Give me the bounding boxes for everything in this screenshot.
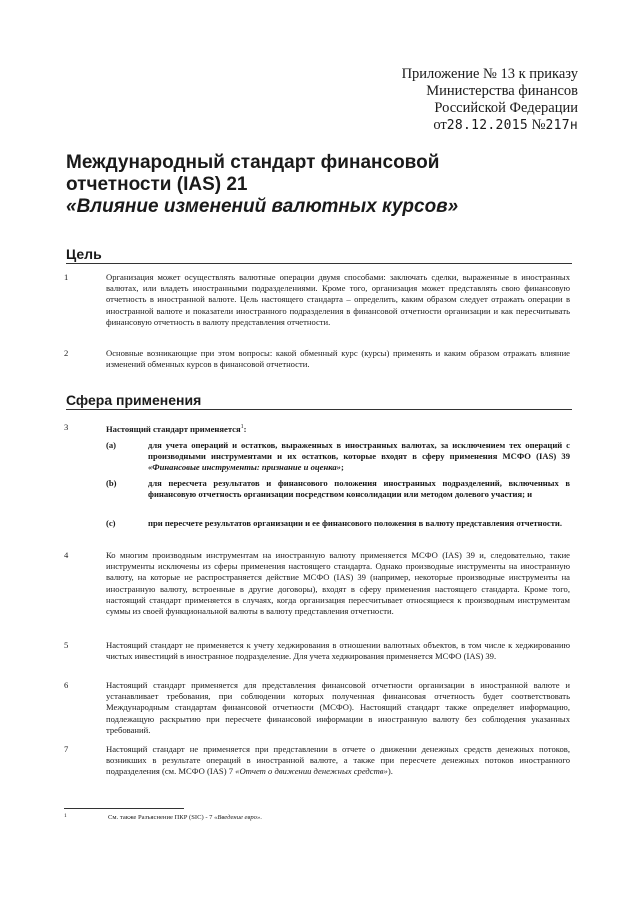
stamp-date: 28.12.2015	[446, 118, 529, 133]
paragraph-text	[106, 744, 570, 778]
sub-item-label: (c)	[106, 518, 116, 528]
paragraph-number: 2	[64, 348, 69, 358]
sub-item-b	[106, 478, 570, 500]
paragraph-6	[64, 680, 570, 736]
sub-item-a-end: ;	[340, 462, 344, 473]
stamp-line-2: Министерства финансов	[426, 83, 578, 99]
paragraph-text: Организация может осуществлять валютные операции двумя способами: заключать сделки, выраженные в иностранных валютах, или владеть иностранными подразделениями. Кроме того, организация может представлять свою финансовую отчетность в иностранной валюте. Цель настоящего стандарта – определить, каким образом следует отражать операции в иностранной валюте и показатели иностранного подразделения в финансовой отчетности организации и как пересчитывать финансовую отчетность в валюту представления отчетности.	[106, 272, 570, 327]
title-line-2: отчетности (IAS) 21	[66, 174, 248, 195]
paragraph-text: Настоящий стандарт применяется для представления финансовой отчетности организации в иностранной валюте и устанавливает требования, при соблюдении которых полученная финансовая отчетность будет соответствовать Международным стандартам финансовой отчетности (МСФО). Настоящий стандарт также определяет информацию, подлежащую раскрытию при пересчете финансовой информации в иностранную валюту без соблюдения указанных требований.	[106, 680, 570, 735]
footnote-ref: 1	[240, 424, 244, 430]
paragraph-text: Настоящий стандарт не применяется к учету хеджирования в отношении валютных объектов, в том числе к хеджированию чистых инвестиций в иностранное подразделение. Для учета хеджирования применяется МСФО (IAS) 39.	[106, 640, 570, 662]
footnote-text	[108, 814, 544, 822]
paragraph-3-colon: :	[243, 423, 247, 434]
paragraph-7-italic: «Отчет о движении денежных средств»	[235, 766, 388, 777]
title-line-1: Международный стандарт финансовой	[66, 152, 440, 173]
footnote-italic: «Введение евро»	[214, 814, 261, 821]
paragraph-4	[64, 550, 570, 617]
stamp-line-1: Приложение № 13 к приказу	[401, 66, 578, 82]
paragraph-3	[64, 422, 570, 435]
footnote	[64, 814, 544, 822]
paragraph-number: 4	[64, 550, 69, 560]
document-title	[66, 152, 586, 218]
section-heading-goal: Цель	[66, 246, 572, 264]
sub-item-a	[106, 440, 570, 474]
stamp-number: 217н	[545, 118, 578, 133]
stamp-date-line	[358, 117, 578, 134]
sub-item-a-italic: «Финансовые инструменты: признание и оценка»	[148, 462, 341, 473]
title-subtitle: «Влияние изменений валютных курсов»	[66, 196, 459, 217]
order-stamp	[358, 66, 578, 134]
sub-item-a-text: для учета операций и остатков, выраженных в иностранных валютах, за исключением тех операций с производными инструментами и их остатков, которые входят в сферу применения МСФО (IAS) 39	[148, 440, 570, 462]
paragraph-7	[64, 744, 570, 778]
paragraph-number: 6	[64, 680, 69, 690]
paragraph-text: Ко многим производным инструментам на иностранную валюту применяется МСФО (IAS) 39 и, следовательно, такие инструменты исключены из сферы применения настоящего стандарта. Однако производные инструменты на иностранную валюту, на которые не распространяется действие МСФО (IAS) 39 (например, некоторые производные инструменты на иностранную валюту, встроенные в другие договоры), входят в сферу применения настоящего стандарта. Кроме того, настоящий стандарт применяется в случаях, когда организация пересчитывает относящиеся к производным инструментам суммы из своей функциональной валюты в валюту представления отчетности.	[106, 550, 570, 617]
sub-item-label: (a)	[106, 440, 117, 450]
paragraph-7-end: ).	[387, 766, 393, 777]
sub-item-text: при пересчете результатов организации и ее финансового положения в валюту представления отчетности.	[148, 518, 563, 528]
stamp-line-3: Российской Федерации	[434, 100, 578, 116]
footnote-number: 1	[64, 813, 67, 819]
sub-item-text: для пересчета результатов и финансового положения иностранных подразделений, включенных в финансовую отчетность организации посредством консолидации или методом долевого участия; и	[148, 478, 570, 500]
sub-item-c	[106, 518, 570, 529]
paragraph-number: 5	[64, 640, 69, 650]
section-heading-scope: Сфера применения	[66, 392, 572, 410]
paragraph-number: 7	[64, 744, 69, 754]
date-prefix: от	[433, 117, 447, 133]
footnote-divider	[64, 808, 184, 809]
paragraph-7-text: Настоящий стандарт не применяется при представлении в отчете о движении денежных средств денежных потоков, возникших в результате операций в иностранной валюте, а также при пересчете денежных потоков иностранного подразделения (см. МСФО (IAS) 7	[106, 744, 570, 777]
paragraph-2	[64, 348, 570, 370]
paragraph-3-lead: Настоящий стандарт применяется	[106, 423, 241, 434]
paragraph-text	[106, 422, 570, 435]
footnote-body: См. также Разъяснение ПКР (SIC) - 7	[108, 814, 215, 821]
footnote-end: .	[260, 814, 262, 821]
paragraph-number: 1	[64, 272, 69, 282]
number-prefix: №	[531, 117, 546, 133]
sub-item-label: (b)	[106, 478, 117, 488]
paragraph-1	[64, 272, 570, 328]
paragraph-text: Основные возникающие при этом вопросы: какой обменный курс (курсы) применять и каким образом отражать влияние изменений обменных курсов в финансовой отчетности.	[106, 348, 570, 370]
paragraph-5	[64, 640, 570, 662]
sub-item-text	[148, 440, 570, 474]
paragraph-number: 3	[64, 422, 69, 432]
